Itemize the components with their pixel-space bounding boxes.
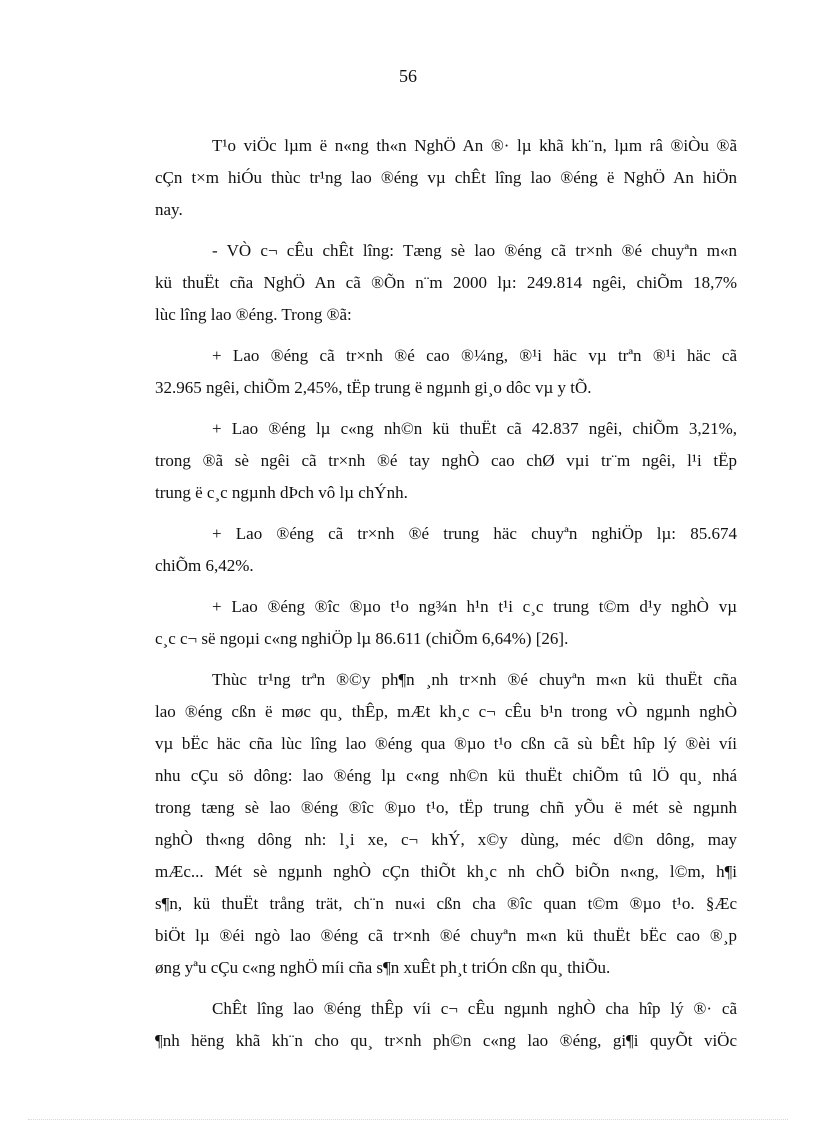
text-line: vµ bËc häc cña lùc lîng lao ®éng qua ®µo t¹o cßn cã sù bÊt hîp lý ®èi víi bbox=[155, 734, 737, 753]
text-line: s¶n, kü thuËt trång trät, ch¨n nu«i cßn cha ®îc quan t©m ®µo t¹o. §Æc bbox=[155, 894, 737, 913]
paragraph-8 bbox=[155, 993, 737, 1057]
text-line: ¶nh hëng khã kh¨n cho qu¸ tr×nh ph©n c«ng lao ®éng, gi¶i quyÕt viÖc bbox=[155, 1031, 737, 1050]
text-line: mÆc... Mét sè ngµnh nghÒ cÇn thiÕt kh¸c nh chÕ biÕn n«ng, l©m, h¶i bbox=[155, 862, 737, 881]
text-line: kü thuËt cña NghÖ An cã ®Õn n¨m 2000 lµ: 249.814 ngêi, chiÕm 18,7% bbox=[155, 273, 737, 292]
page-number: 56 bbox=[399, 66, 417, 86]
text-line: lao ®éng cßn ë møc qu¸ thÊp, mÆt kh¸c c¬ cÊu b¹n trong vÒ ngµnh nghÒ bbox=[155, 702, 737, 721]
text-line: trong tæng sè lao ®éng ®îc ®µo t¹o, tËp trung chñ yÕu ë mét sè ngµnh bbox=[155, 798, 737, 817]
paragraph-7 bbox=[155, 664, 737, 984]
text-line: lùc lîng lao ®éng. Trong ®ã: bbox=[155, 305, 352, 324]
text-line: cÇn t×m hiÓu thùc tr¹ng lao ®éng vµ chÊt lîng lao ®éng ë NghÖ An hiÖn bbox=[155, 168, 737, 187]
paragraph-2 bbox=[155, 235, 737, 331]
text-line: + Lao ®éng lµ c«ng nh©n kü thuËt cã 42.837 ngêi, chiÕm 3,21%, bbox=[212, 419, 737, 438]
text-line: chiÕm 6,42%. bbox=[155, 556, 254, 575]
text-line: T¹o viÖc lµm ë n«ng th«n NghÖ An ®· lµ khã kh¨n, lµm râ ®iÒu ®ã bbox=[212, 136, 737, 155]
text-line: + Lao ®éng cã tr×nh ®é cao ®¼ng, ®¹i häc vµ trªn ®¹i häc cã bbox=[212, 346, 737, 365]
paragraph-3 bbox=[155, 340, 737, 404]
text-line: + Lao ®éng cã tr×nh ®é trung häc chuyªn nghiÖp lµ: 85.674 bbox=[212, 524, 737, 543]
paragraph-4 bbox=[155, 413, 737, 509]
text-line: trung ë c¸c ngµnh dÞch vô lµ chÝnh. bbox=[155, 483, 408, 502]
text-line: + Lao ®éng ®îc ®µo t¹o ng¾n h¹n t¹i c¸c trung t©m d¹y nghÒ vµ bbox=[212, 597, 737, 616]
text-line: biÖt lµ ®éi ngò lao ®éng cã tr×nh ®é chuyªn m«n kü thuËt bËc cao ®¸p bbox=[155, 926, 737, 945]
text-line: - VÒ c¬ cÊu chÊt lîng: Tæng sè lao ®éng cã tr×nh ®é chuyªn m«n bbox=[212, 241, 737, 260]
text-line: c¸c c¬ së ngoµi c«ng nghiÖp lµ 86.611 (chiÕm 6,64%) [26]. bbox=[155, 629, 569, 648]
paragraph-5 bbox=[155, 518, 737, 582]
text-line: nghÒ th«ng dông nh: l¸i xe, c¬ khÝ, x©y dùng, méc d©n dông, may bbox=[155, 830, 737, 849]
text-line: nhu cÇu sö dông: lao ®éng lµ c«ng nh©n kü thuËt chiÕm tû lÖ qu¸ nhá bbox=[155, 766, 737, 785]
page-bottom-rule bbox=[28, 1119, 788, 1120]
text-line: Thùc tr¹ng trªn ®©y ph¶n ¸nh tr×nh ®é chuyªn m«n kü thuËt cña bbox=[212, 670, 737, 689]
paragraph-6 bbox=[155, 591, 737, 655]
text-line: ChÊt lîng lao ®éng thÊp víi c¬ cÊu ngµnh nghÒ cha hîp lý ®· cã bbox=[212, 999, 737, 1018]
text-line: øng yªu cÇu c«ng nghÖ míi cña s¶n xuÊt ph¸t triÓn cßn qu¸ thiÕu. bbox=[155, 958, 611, 977]
paragraph-1 bbox=[155, 130, 737, 226]
body-text bbox=[155, 130, 737, 1066]
text-line: trong ®ã sè ngêi cã tr×nh ®é tay nghÒ cao chØ vµi tr¨m ngêi, l¹i tËp bbox=[155, 451, 737, 470]
text-line: nay. bbox=[155, 200, 183, 219]
text-line: 32.965 ngêi, chiÕm 2,45%, tËp trung ë ngµnh gi¸o dôc vµ y tÕ. bbox=[155, 378, 592, 397]
